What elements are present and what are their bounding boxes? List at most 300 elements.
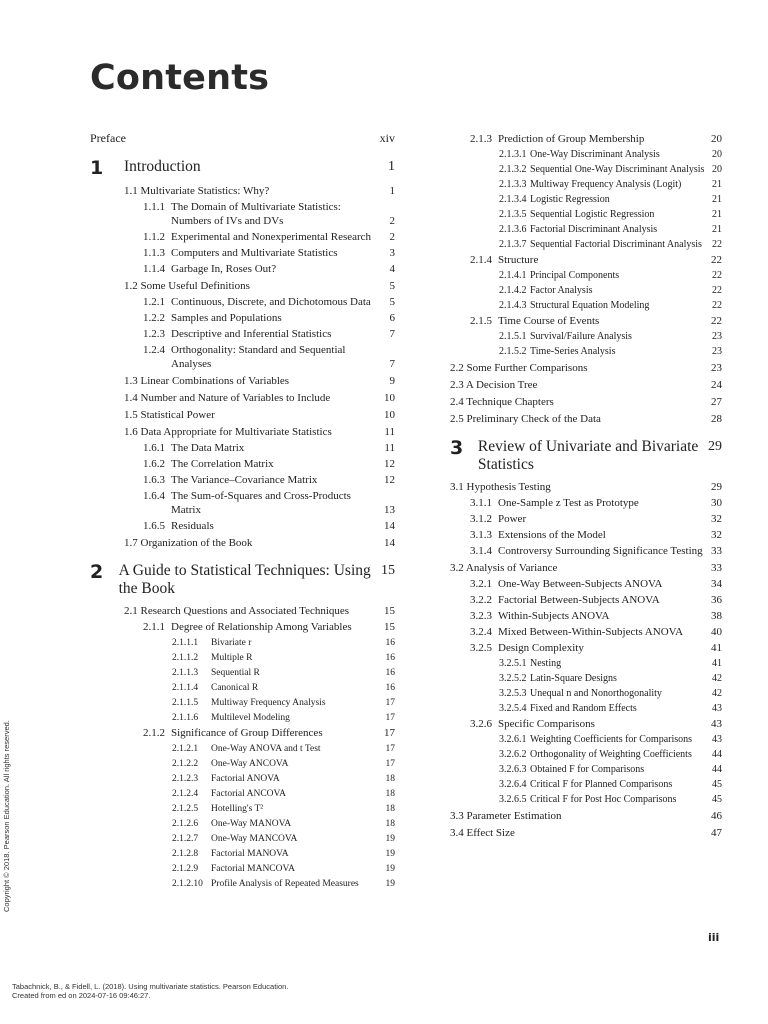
toc-entry[interactable] [90, 863, 395, 875]
entry-page: 12 [384, 474, 395, 486]
entry-page: 24 [711, 379, 722, 391]
entry-page: 23 [712, 331, 722, 342]
entry-title [90, 343, 384, 371]
toc-entry[interactable] [90, 184, 395, 198]
chapter-number: 1 [90, 157, 104, 179]
entry-page: 44 [712, 764, 722, 775]
toc-entry[interactable] [90, 758, 395, 770]
toc-entry[interactable] [90, 200, 395, 228]
entry-page: 20 [711, 133, 722, 145]
toc-entry[interactable] [90, 327, 395, 341]
entry-page: 38 [711, 610, 722, 622]
entry-number: 3.2.3 [470, 610, 492, 622]
entry-page: 11 [384, 442, 395, 454]
entry-title [90, 391, 378, 405]
entry-page: 16 [385, 668, 395, 678]
entry-page: 14 [384, 520, 395, 532]
toc-entry[interactable] [450, 208, 722, 221]
toc-entry[interactable] [90, 489, 395, 517]
entry-text: Canonical R [211, 683, 259, 693]
entry-text: Unequal n and Nonorthogonality [530, 688, 662, 699]
entry-number: 2.1.1.6 [172, 713, 199, 723]
entry-page: 19 [385, 834, 395, 844]
toc-entry[interactable] [90, 441, 395, 455]
entry-number: 2.1.5.2 [499, 346, 527, 357]
chapter-page: 15 [381, 563, 395, 578]
entry-text: The Variance–Covariance Matrix [171, 474, 318, 486]
entry-title [90, 788, 380, 800]
entry-page: 23 [712, 346, 722, 357]
entry-text: Orthogonality: Standard and Sequential Analyses [171, 344, 346, 370]
entry-page: 18 [385, 789, 395, 799]
chapter-page: 29 [708, 439, 722, 454]
entry-page: 21 [712, 194, 722, 205]
entry-title [450, 208, 706, 221]
entry-page: 20 [712, 164, 722, 175]
entry-title [450, 657, 706, 670]
entry-page: 27 [711, 396, 722, 408]
entry-text: 3.2 Analysis of Variance [450, 562, 558, 574]
entry-number: 2.1.2.7 [172, 834, 199, 844]
toc-entry[interactable] [450, 717, 722, 731]
entry-text: One-Way Between-Subjects ANOVA [498, 578, 663, 590]
chapter-number: 3 [450, 437, 464, 459]
toc-entry[interactable] [450, 733, 722, 746]
entry-text: Time-Series Analysis [530, 346, 616, 357]
entry-title [450, 544, 705, 558]
entry-title [90, 295, 384, 309]
entry-number: 1.1.4 [143, 263, 165, 275]
entry-page: 41 [712, 658, 722, 669]
entry-number: 3.2.5 [470, 642, 492, 654]
toc-entry[interactable] [90, 519, 395, 533]
entry-text: One-Way ANCOVA [211, 759, 289, 769]
entry-title [90, 200, 384, 228]
toc-entry[interactable] [450, 625, 722, 639]
entry-page: 7 [389, 358, 395, 370]
toc-entry[interactable] [90, 652, 395, 664]
entry-page: 40 [711, 626, 722, 638]
entry-text: One-Way MANCOVA [211, 834, 298, 844]
entry-page: 43 [711, 718, 722, 730]
entry-text: Garbage In, Roses Out? [171, 263, 277, 275]
entry-title [450, 480, 705, 494]
entry-title [90, 374, 384, 388]
toc-entry[interactable] [450, 593, 722, 607]
toc-entry[interactable] [90, 682, 395, 694]
toc-entry[interactable] [90, 697, 395, 709]
entry-page: 21 [712, 179, 722, 190]
toc-entry[interactable] [450, 748, 722, 761]
entry-text: Profile Analysis of Repeated Measures [211, 879, 359, 889]
toc-entry[interactable] [450, 395, 722, 409]
entry-title [450, 132, 705, 146]
toc-entry[interactable] [450, 238, 722, 251]
entry-page: 17 [385, 698, 395, 708]
entry-number: 2.1.3.7 [499, 239, 527, 250]
entry-text: Power [498, 513, 527, 525]
entry-title [450, 253, 705, 267]
toc-entry[interactable] [450, 687, 722, 700]
chapter-number: 2 [90, 561, 104, 583]
entry-page: 36 [711, 594, 722, 606]
entry-text: 3.4 Effect Size [450, 827, 515, 839]
entry-page: 10 [384, 392, 395, 404]
entry-text: Bivariate r [211, 638, 252, 648]
toc-entry[interactable] [90, 425, 395, 439]
entry-title [450, 561, 705, 575]
toc-entry[interactable] [90, 604, 395, 618]
toc-entry[interactable] [450, 641, 722, 655]
entry-title [90, 311, 384, 325]
entry-text: Weighting Coefficients for Comparisons [530, 734, 693, 745]
toc-entry[interactable] [450, 132, 722, 146]
entry-number: 3.1.1 [470, 497, 492, 509]
entry-title [450, 528, 705, 542]
entry-title [450, 378, 705, 392]
toc-entry[interactable] [450, 412, 722, 426]
entry-text: Descriptive and Inferential Statistics [171, 328, 332, 340]
entry-title [90, 878, 380, 890]
entry-page: 22 [711, 254, 722, 266]
entry-text: One-Way ANOVA and t Test [211, 744, 321, 754]
toc-entry[interactable] [90, 878, 395, 890]
entry-page: 45 [712, 779, 722, 790]
entry-text: 1.3 Linear Combinations of Variables [124, 375, 290, 387]
entry-text: 2.4 Technique Chapters [450, 396, 554, 408]
entry-number: 1.2.3 [143, 328, 165, 340]
entry-text: The Domain of Multivariate Statistics: Numbers of IVs and DVs [171, 201, 341, 227]
entry-page: 43 [712, 703, 722, 714]
entry-title [90, 848, 380, 860]
entry-title [90, 604, 378, 618]
entry-page: 16 [385, 683, 395, 693]
entry-title [450, 793, 706, 806]
toc-entry-preface[interactable] [90, 131, 395, 146]
entry-text: Structural Equation Modeling [530, 300, 650, 311]
chapter-title: Review of Univariate and Bivariate Statistics [477, 438, 699, 473]
toc-entry[interactable] [90, 279, 395, 293]
entry-number: 3.2.6.4 [499, 779, 527, 790]
toc-entry[interactable] [450, 345, 722, 358]
toc-entry[interactable] [450, 330, 722, 343]
toc-entry[interactable] [90, 818, 395, 830]
toc-entry[interactable] [450, 496, 722, 510]
entry-title [90, 667, 380, 679]
entry-number: 1.2.4 [143, 344, 165, 356]
entry-text: Significance of Group Differences [171, 727, 323, 739]
entry-number: 2.1.2.8 [172, 849, 199, 859]
copyright-notice: Copyright © 2018. Pearson Education. All rights reserved. [2, 720, 11, 912]
entry-text: Samples and Populations [171, 312, 282, 324]
toc-entry[interactable] [450, 299, 722, 312]
chapter-heading[interactable] [90, 562, 395, 598]
entry-text: Principal Components [530, 270, 620, 281]
entry-text: Multiway Frequency Analysis (Logit) [530, 179, 682, 190]
toc-entry[interactable] [450, 361, 722, 375]
entry-number: 2.1.3.1 [499, 149, 527, 160]
toc-entry[interactable] [450, 378, 722, 392]
entry-page: 21 [712, 209, 722, 220]
entry-text: 2.2 Some Further Comparisons [450, 362, 588, 374]
toc-entry[interactable] [450, 269, 722, 282]
entry-page: 17 [385, 713, 395, 723]
entry-text: Multiway Frequency Analysis [211, 698, 326, 708]
toc-entry[interactable] [450, 809, 722, 823]
toc-entry[interactable] [90, 295, 395, 309]
citation-line: Tabachnick, B., & Fidell, L. (2018). Using multivariate statistics. Pearson Education. [12, 982, 289, 991]
entry-title [450, 148, 706, 161]
toc-entry[interactable] [90, 391, 395, 405]
toc-entry[interactable] [90, 848, 395, 860]
citation-footer [12, 982, 288, 1000]
toc-entry[interactable] [90, 620, 395, 634]
toc-entry[interactable] [450, 528, 722, 542]
entry-title [90, 863, 380, 875]
entry-number: 3.2.5.1 [499, 658, 527, 669]
toc-entry[interactable] [90, 712, 395, 724]
entry-title [90, 327, 384, 341]
toc-entry[interactable] [90, 457, 395, 471]
entry-page: 2 [389, 215, 395, 227]
entry-text: Multiple R [211, 653, 253, 663]
toc-entry[interactable] [450, 702, 722, 715]
toc-entry[interactable] [450, 512, 722, 526]
entry-text: Critical F for Planned Comparisons [530, 779, 673, 790]
toc-entry[interactable] [450, 577, 722, 591]
entry-page: 32 [711, 529, 722, 541]
entry-title [90, 473, 378, 487]
entry-text: 1.4 Number and Nature of Variables to Include [124, 392, 331, 404]
chapter-heading[interactable] [90, 158, 395, 178]
entry-text: 1.7 Organization of the Book [124, 537, 253, 549]
entry-title [450, 345, 706, 358]
entry-text: Logistic Regression [530, 194, 610, 205]
entry-number: 3.2.6.5 [499, 794, 527, 805]
toc-entry[interactable] [90, 230, 395, 244]
toc-entry[interactable] [450, 826, 722, 840]
entry-text: One-Sample z Test as Prototype [498, 497, 639, 509]
entry-page: 23 [711, 362, 722, 374]
entry-number: 2.1.2.1 [172, 744, 199, 754]
toc-entry[interactable] [90, 536, 395, 550]
entry-title [90, 758, 380, 770]
entry-page: 10 [384, 409, 395, 421]
toc-entry[interactable] [90, 262, 395, 276]
entry-title [90, 652, 380, 664]
entry-number: 1.2.2 [143, 312, 165, 324]
toc-entry[interactable] [450, 544, 722, 558]
entry-number: 2.1.3.6 [499, 224, 527, 235]
entry-title [450, 163, 706, 176]
entry-page: 47 [711, 827, 722, 839]
entry-page: 19 [385, 879, 395, 889]
entry-page: 46 [711, 810, 722, 822]
entry-title [90, 184, 384, 198]
entry-number: 2.1.1.5 [172, 698, 199, 708]
entry-text: Computers and Multivariate Statistics [171, 247, 338, 259]
entry-page: 5 [389, 296, 395, 308]
toc-entry[interactable] [450, 223, 722, 236]
entry-title [450, 314, 705, 328]
entry-number: 2.1.3.4 [499, 194, 527, 205]
entry-title [90, 408, 378, 422]
entry-page: 7 [389, 328, 395, 340]
entry-text: Within-Subjects ANOVA [498, 610, 610, 622]
toc-entry[interactable] [90, 637, 395, 649]
entry-number: 2.1.5.1 [499, 331, 527, 342]
entry-title [450, 826, 705, 840]
entry-number: 1.6.3 [143, 474, 165, 486]
entry-text: Latin-Square Designs [530, 673, 617, 684]
toc-entry[interactable] [90, 408, 395, 422]
toc-left-column [90, 131, 395, 890]
entry-title [450, 672, 706, 685]
entry-title [450, 299, 706, 312]
toc-entry[interactable] [90, 773, 395, 785]
entry-title [90, 743, 380, 755]
entry-title [450, 687, 706, 700]
entry-number: 2.1.3 [470, 133, 492, 145]
entry-text: Hotelling's T² [211, 804, 264, 814]
entry-number: 1.2.1 [143, 296, 165, 308]
entry-number: 2.1.5 [470, 315, 492, 327]
entry-text: Structure [498, 254, 539, 266]
entry-text: Mixed Between-Within-Subjects ANOVA [498, 626, 684, 638]
entry-title [450, 733, 706, 746]
entry-page: 15 [384, 621, 395, 633]
entry-title [450, 412, 705, 426]
entry-text: 1.1 Multivariate Statistics: Why? [124, 185, 270, 197]
toc-entry[interactable] [450, 284, 722, 297]
entry-number: 1.6.5 [143, 520, 165, 532]
toc-entry[interactable] [90, 246, 395, 260]
entry-number: 3.2.6 [470, 718, 492, 730]
entry-text: Sequential Factorial Discriminant Analysis [530, 239, 702, 250]
entry-title [450, 809, 705, 823]
toc-entry[interactable] [90, 667, 395, 679]
entry-text: 2.1 Research Questions and Associated Techniques [124, 605, 350, 617]
chapter-title: Introduction [124, 158, 201, 175]
entry-number: 3.2.1 [470, 578, 492, 590]
entry-page: 3 [389, 247, 395, 259]
entry-text: Factorial MANCOVA [211, 864, 296, 874]
entry-text: Design Complexity [498, 642, 584, 654]
entry-title [90, 457, 378, 471]
entry-page: xiv [379, 131, 395, 145]
entry-title [450, 717, 705, 731]
toc-entry[interactable] [90, 743, 395, 755]
entry-title [450, 223, 706, 236]
toc-entry[interactable] [90, 343, 395, 371]
entry-page: 9 [389, 375, 395, 387]
entry-number: 2.1.1.2 [172, 653, 199, 663]
entry-number: 2.1.1 [143, 621, 165, 633]
entry-text: Factorial Between-Subjects ANOVA [498, 594, 660, 606]
entry-number: 3.1.2 [470, 513, 492, 525]
entry-title: Preface [90, 131, 126, 145]
entry-number: 2.1.3.2 [499, 164, 527, 175]
entry-title [450, 593, 705, 607]
entry-text: Residuals [171, 520, 214, 532]
entry-number: 2.1.2.2 [172, 759, 199, 769]
entry-text: Sequential R [211, 668, 260, 678]
entry-page: 15 [384, 605, 395, 617]
toc-entry[interactable] [90, 473, 395, 487]
entry-text: Specific Comparisons [498, 718, 595, 730]
entry-text: The Sum-of-Squares and Cross-Products Matrix [171, 490, 351, 516]
toc-entry[interactable] [450, 253, 722, 267]
entry-page: 4 [389, 263, 395, 275]
toc-entry[interactable] [90, 726, 395, 740]
entry-page: 19 [385, 864, 395, 874]
toc-entry[interactable] [450, 480, 722, 494]
entry-text: 2.5 Preliminary Check of the Data [450, 413, 601, 425]
entry-title [90, 230, 384, 244]
entry-number: 3.1.4 [470, 545, 492, 557]
entry-text: 3.1 Hypothesis Testing [450, 481, 551, 493]
entry-page: 28 [711, 413, 722, 425]
chapter-heading[interactable] [450, 438, 722, 474]
entry-number: 3.1.3 [470, 529, 492, 541]
toc-entry[interactable] [90, 803, 395, 815]
entry-page: 18 [385, 774, 395, 784]
entry-title [90, 803, 380, 815]
toc-entry[interactable] [90, 833, 395, 845]
entry-number: 3.2.4 [470, 626, 492, 638]
entry-title [450, 577, 705, 591]
entry-title [450, 496, 705, 510]
toc-entry[interactable] [450, 657, 722, 670]
entry-text: Experimental and Nonexperimental Research [171, 231, 372, 243]
entry-text: One-Way Discriminant Analysis [530, 149, 660, 160]
toc-entry[interactable] [450, 193, 722, 206]
entry-page: 22 [712, 300, 722, 311]
toc-entry[interactable] [90, 374, 395, 388]
toc-entry[interactable] [450, 672, 722, 685]
entry-number: 2.1.4.3 [499, 300, 527, 311]
toc-entry[interactable] [450, 163, 722, 176]
entry-number: 3.2.6.1 [499, 734, 527, 745]
toc-entry[interactable] [90, 311, 395, 325]
entry-text: Time Course of Events [498, 315, 600, 327]
entry-number: 2.1.2 [143, 727, 165, 739]
toc-entry[interactable] [450, 763, 722, 776]
toc-entry[interactable] [450, 609, 722, 623]
toc-entry[interactable] [450, 778, 722, 791]
toc-entry[interactable] [90, 788, 395, 800]
entry-page: 5 [389, 280, 395, 292]
toc-entry[interactable] [450, 314, 722, 328]
entry-title [90, 279, 384, 293]
entry-title [450, 269, 706, 282]
entry-page: 42 [712, 673, 722, 684]
entry-page: 22 [712, 285, 722, 296]
entry-page: 17 [384, 727, 395, 739]
toc-entry[interactable] [450, 561, 722, 575]
toc-entry[interactable] [450, 148, 722, 161]
entry-text: Obtained F for Comparisons [530, 764, 645, 775]
entry-text: Nesting [530, 658, 562, 669]
entry-number: 3.2.6.3 [499, 764, 527, 775]
entry-title [90, 536, 378, 550]
entry-title [90, 712, 380, 724]
entry-title [450, 361, 705, 375]
toc-entry[interactable] [450, 178, 722, 191]
entry-page: 30 [711, 497, 722, 509]
entry-title [90, 682, 380, 694]
toc-entry[interactable] [450, 793, 722, 806]
